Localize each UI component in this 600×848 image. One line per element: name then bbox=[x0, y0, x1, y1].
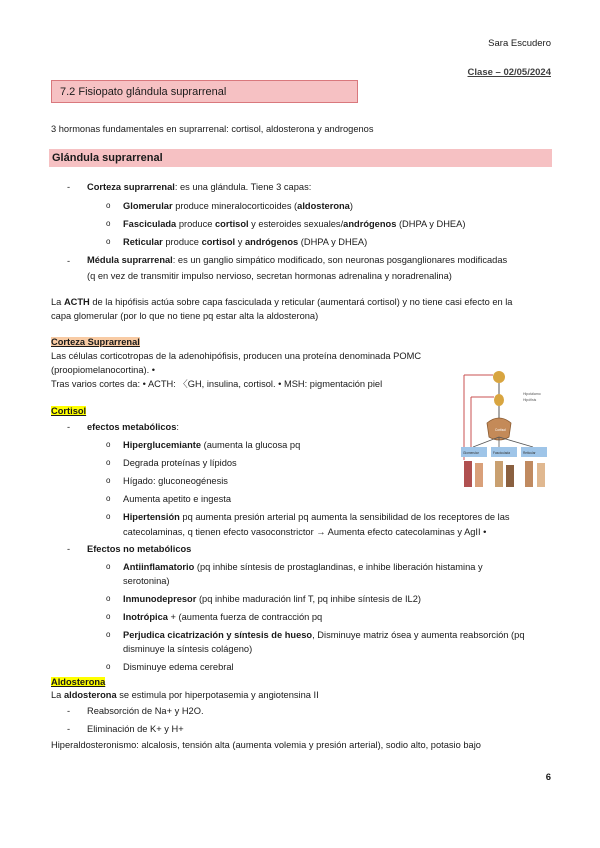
dash-bullet: - bbox=[67, 182, 71, 192]
layer-text: y bbox=[235, 237, 245, 247]
layer-text: produce mineralocorticoides ( bbox=[172, 201, 298, 211]
aldo-post: se estimula por hiperpotasemia y angiotensina II bbox=[116, 690, 319, 700]
figure-label: Hipófisis bbox=[523, 398, 537, 402]
metabolic-item bbox=[123, 439, 300, 451]
person-figure bbox=[495, 461, 503, 487]
circle-bullet: o bbox=[106, 476, 111, 485]
intro-text: 3 hormonas fundamentales en suprarrenal: cortisol, aldosterona y androgenos bbox=[51, 124, 374, 134]
nonmetabolic-label-text: Efectos no metabólicos bbox=[87, 544, 192, 554]
figure-label: Reticular bbox=[523, 451, 536, 455]
nonmetabolic-label bbox=[87, 543, 191, 555]
layer-bold: andrógenos bbox=[343, 219, 397, 229]
medula-text: : es un ganglio simpático modificado, son neuronas posganglionares modificadas bbox=[172, 255, 508, 265]
figure-label: Glomerular bbox=[463, 451, 479, 455]
circle-bullet: o bbox=[106, 594, 111, 603]
circle-bullet: o bbox=[106, 219, 111, 228]
metabolic-colon: : bbox=[176, 422, 179, 432]
item-bold: Inotrópica bbox=[123, 612, 168, 622]
pomc-line3: Tras varios cortes da: • ACTH: 〈GH, insulina, cortisol. • MSH: pigmentación piel bbox=[51, 379, 383, 389]
aldosterona-heading: Aldosterona bbox=[51, 677, 106, 687]
class-date: Clase – 02/05/2024 bbox=[467, 67, 551, 78]
pituitary-shape bbox=[494, 394, 504, 406]
corteza-line bbox=[87, 181, 311, 193]
layer-name: Fasciculada bbox=[123, 219, 177, 229]
nonmetabolic-item bbox=[123, 629, 551, 641]
person-figure bbox=[464, 461, 472, 487]
layer-text: y esteroides sexuales/ bbox=[248, 219, 344, 229]
dash-bullet: - bbox=[67, 544, 71, 554]
acth-bold: ACTH bbox=[63, 297, 90, 307]
person-figure bbox=[537, 463, 545, 487]
item-bold: Inmunodepresor bbox=[123, 594, 197, 604]
layer-text: ) bbox=[349, 201, 353, 211]
layer-reticular bbox=[123, 236, 367, 248]
circle-bullet: o bbox=[106, 512, 111, 521]
adrenal-diagram-figure bbox=[459, 365, 555, 493]
item-text: (aumenta la glucosa pq bbox=[201, 440, 301, 450]
item-text: (pq inhibe síntesis de prostaglandinas, e inhibe liberación histamina y bbox=[194, 562, 483, 572]
medula-label: Médula suprarrenal bbox=[87, 255, 173, 265]
aldo-item: Eliminación de K+ y H+ bbox=[87, 724, 184, 734]
dash-bullet: - bbox=[67, 256, 71, 266]
item-bold: Antiinflamatorio bbox=[123, 562, 195, 572]
nonmetabolic-item-cont: disminuye la síntesis colágeno) bbox=[123, 644, 253, 654]
acth-text: de la hipófisis actúa sobre capa fasciculada y reticular (aumentará cortisol) y no tiene casi efecto en la bbox=[89, 297, 513, 307]
aldo-item: Reabsorción de Na+ y H2O. bbox=[87, 706, 204, 716]
item-bold: Hipertensión bbox=[123, 512, 180, 522]
layer-bold: cortisol bbox=[215, 219, 249, 229]
circle-bullet: o bbox=[106, 494, 111, 503]
hypothalamus-shape bbox=[493, 371, 505, 383]
layer-text: produce bbox=[162, 237, 202, 247]
circle-bullet: o bbox=[106, 201, 111, 210]
metabolic-label-text: efectos metabólicos bbox=[87, 422, 177, 432]
nonmetabolic-item bbox=[123, 561, 551, 573]
layer-fasciculada bbox=[123, 218, 465, 230]
corteza-label: Corteza suprarrenal bbox=[87, 182, 175, 192]
pomc-line1: Las células corticotropas de la adenohipófisis, producen una proteína denominada POMC bbox=[51, 351, 422, 361]
hiperaldosteronismo-line: Hiperaldosteronismo: alcalosis, tensión alta (aumenta volemia y presión arterial), sodio alto, potasio bajo bbox=[51, 740, 481, 750]
layer-text: (DHPA y DHEA) bbox=[396, 219, 466, 229]
figure-label: Cortisol bbox=[495, 428, 506, 432]
layer-name: Glomerular bbox=[123, 201, 173, 211]
aldosterona-line bbox=[51, 689, 319, 701]
metabolic-item: Aumenta apetito e ingesta bbox=[123, 494, 232, 504]
metabolic-item-cont: catecolaminas, q tienen efecto vasoconstrictor → Aumenta efecto catecolaminas y AgII • bbox=[123, 527, 487, 537]
circle-bullet: o bbox=[106, 237, 111, 246]
medula-line bbox=[87, 254, 551, 266]
circle-bullet: o bbox=[106, 440, 111, 449]
person-figure bbox=[475, 463, 483, 487]
item-text: + (aumenta fuerza de contracción pq bbox=[167, 612, 323, 622]
acth-line bbox=[51, 296, 551, 308]
item-bold: Perjudica cicatrización y síntesis de hueso bbox=[123, 630, 313, 640]
item-text: pq aumenta presión arterial pq aumenta la sensibilidad de los receptores de las bbox=[179, 512, 510, 522]
layer-text: produce bbox=[176, 219, 215, 229]
section-heading: Glándula suprarrenal bbox=[49, 149, 552, 167]
layer-bold: cortisol bbox=[201, 237, 236, 247]
dash-bullet: - bbox=[67, 706, 71, 716]
person-figure bbox=[506, 465, 514, 487]
figure-label: Hipotálamo bbox=[523, 392, 541, 396]
metabolic-item: Degrada proteínas y lípidos bbox=[123, 458, 237, 468]
layer-glomerular bbox=[123, 200, 353, 212]
metabolic-item: Hígado: gluconeogénesis bbox=[123, 476, 228, 486]
pomc-line2: (proopiomelanocortina). • bbox=[51, 365, 156, 375]
page-title: 7.2 Fisiopato glándula suprarrenal bbox=[51, 80, 358, 103]
circle-bullet: o bbox=[106, 562, 111, 571]
author-name: Sara Escudero bbox=[488, 38, 551, 49]
person-figure bbox=[525, 461, 533, 487]
nonmetabolic-item: Disminuye edema cerebral bbox=[123, 662, 234, 672]
circle-bullet: o bbox=[106, 662, 111, 671]
dash-bullet: - bbox=[67, 724, 71, 734]
circle-bullet: o bbox=[106, 630, 111, 639]
medula-line2: (q en vez de transmitir impulso nervioso, secretan hormonas adrenalina y noradrenalina) bbox=[87, 271, 452, 281]
acth-pre: La bbox=[51, 297, 64, 307]
aldo-pre: La bbox=[51, 690, 64, 700]
metabolic-item bbox=[123, 511, 551, 523]
nonmetabolic-item bbox=[123, 611, 322, 623]
aldo-bold: aldosterona bbox=[63, 690, 117, 700]
figure-label: Fasciculada bbox=[493, 451, 511, 455]
item-text: , Disminuye matriz ósea y aumenta reabsorción (pq bbox=[312, 630, 525, 640]
layer-name: Reticular bbox=[123, 237, 163, 247]
nonmetabolic-item bbox=[123, 593, 421, 605]
circle-bullet: o bbox=[106, 612, 111, 621]
layer-text: (DHPA y DHEA) bbox=[298, 237, 368, 247]
corteza-heading: Corteza Suprarrenal bbox=[51, 337, 140, 347]
metabolic-label bbox=[87, 421, 179, 433]
dash-bullet: - bbox=[67, 422, 71, 432]
layer-bold: aldosterona bbox=[297, 201, 350, 211]
circle-bullet: o bbox=[106, 458, 111, 467]
page-number: 6 bbox=[545, 772, 551, 783]
nonmetabolic-item-cont: serotonina) bbox=[123, 576, 170, 586]
item-text: (pq inhibe maduración linf T, pq inhibe síntesis de IL2) bbox=[196, 594, 421, 604]
corteza-text: : es una glándula. Tiene 3 capas: bbox=[174, 182, 312, 192]
layer-bold: andrógenos bbox=[244, 237, 299, 247]
item-bold: Hiperglucemiante bbox=[123, 440, 202, 450]
cortisol-heading: Cortisol bbox=[51, 406, 87, 416]
acth-line2: capa glomerular (por lo que no tiene pq estar alta la aldosterona) bbox=[51, 311, 319, 321]
